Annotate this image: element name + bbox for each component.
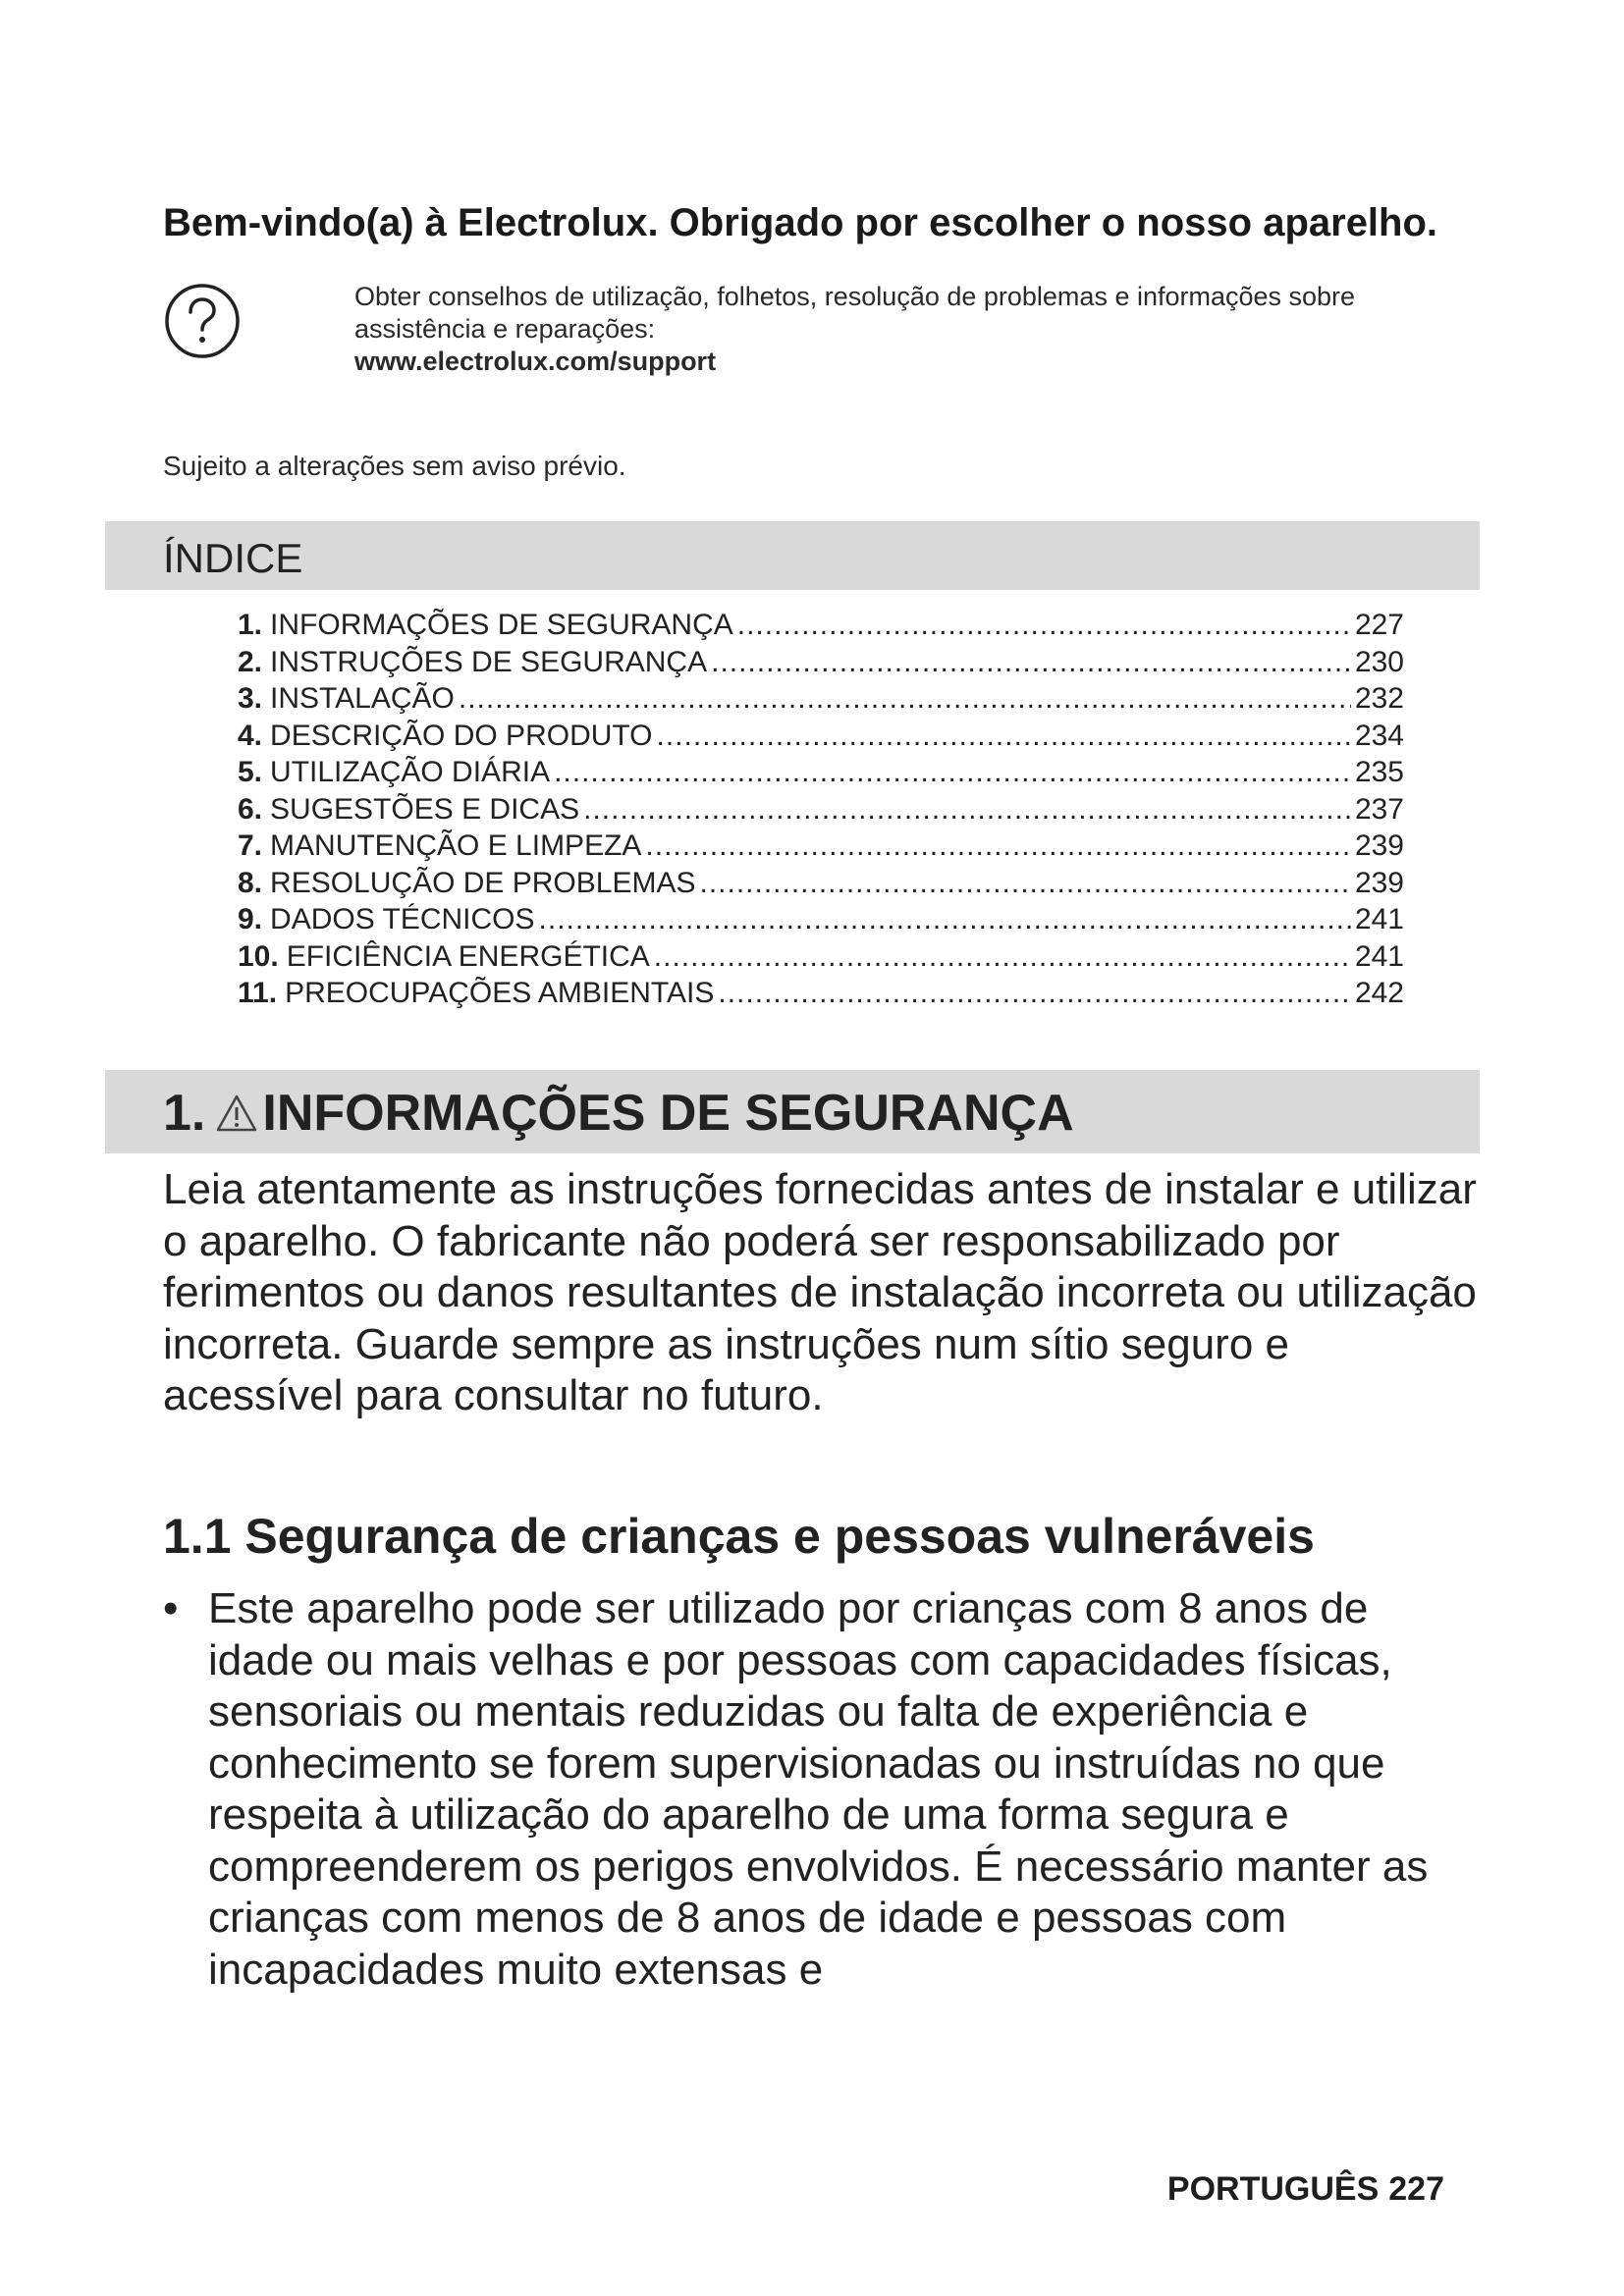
question-circle-icon	[163, 282, 242, 360]
toc-item-page: 234	[1354, 719, 1404, 752]
toc-item-number: 10.	[238, 939, 279, 973]
toc-item-page: 241	[1354, 939, 1404, 973]
toc-item[interactable]	[238, 644, 1404, 681]
index-heading: ÍNDICE	[163, 535, 303, 581]
support-link[interactable]: www.electrolux.com/support	[354, 347, 717, 376]
section-heading	[163, 1084, 1074, 1143]
toc-item-title: INSTRUÇÕES DE SEGURANÇA	[270, 645, 708, 678]
toc-dot-leader	[737, 607, 1351, 644]
toc-item-page: 242	[1354, 977, 1404, 1009]
toc-item[interactable]	[238, 607, 1404, 644]
toc-item[interactable]	[238, 680, 1404, 718]
toc-item[interactable]	[238, 828, 1404, 865]
toc-item-page: 239	[1354, 829, 1404, 862]
toc-dot-leader	[654, 938, 1351, 976]
toc-item-page: 230	[1354, 645, 1404, 678]
toc-item[interactable]	[238, 865, 1404, 902]
toc-item-title: INSTALAÇÃO	[270, 682, 455, 715]
toc-dot-leader	[657, 718, 1351, 755]
welcome-heading: Bem-vindo(a) à Electrolux. Obrigado por escolher o nosso aparelho.	[163, 201, 1438, 244]
toc-item-title: PREOCUPAÇÕES AMBIENTAIS	[285, 977, 715, 1009]
toc-dot-leader	[583, 791, 1351, 828]
toc-item[interactable]	[238, 791, 1404, 828]
toc-item-page: 241	[1354, 903, 1404, 935]
toc-item-title: DESCRIÇÃO DO PRODUTO	[270, 719, 653, 752]
toc-dot-leader	[711, 644, 1351, 681]
toc-item-page: 237	[1354, 792, 1404, 826]
bullet-text: Este aparelho pode ser utilizado por crianças com 8 anos de idade ou mais velhas e por pessoas com capacidades físicas, sensoriais ou mentais reduzidas ou falta de experiência e conhecimento se forem supervisionadas ou instruídas no que respeita à utilização do aparelho de uma forma segura e compreenderem os perigos envolvidos. É necessário manter as crianças com menos de 8 anos de idade e pessoas com incapacidades muito extensas e	[208, 1584, 1429, 1994]
list-item	[163, 1583, 1469, 1996]
support-info	[354, 281, 1484, 378]
warning-triangle-icon	[215, 1094, 258, 1133]
bullet-mark: •	[163, 1584, 179, 1632]
toc-item-title: DADOS TÉCNICOS	[270, 903, 535, 935]
toc-dot-leader	[718, 975, 1351, 1012]
toc-item-number: 1.	[238, 609, 263, 641]
toc-item-number: 5.	[238, 756, 263, 788]
toc-item-number: 6.	[238, 792, 263, 826]
toc-item-page: 232	[1354, 682, 1404, 715]
toc-item-title: RESOLUÇÃO DE PROBLEMAS	[270, 866, 696, 899]
footer-page-number: 227	[1388, 2170, 1444, 2208]
toc-item[interactable]	[238, 901, 1404, 938]
toc-item-title: UTILIZAÇÃO DIÁRIA	[270, 756, 551, 788]
toc-item-number: 2.	[238, 645, 263, 678]
toc-dot-leader	[645, 828, 1351, 865]
footer-language: PORTUGUÊS	[1166, 2170, 1380, 2208]
toc-dot-leader	[554, 754, 1351, 791]
toc-item-title: SUGESTÕES E DICAS	[270, 792, 580, 826]
table-of-contents	[238, 607, 1404, 1012]
toc-dot-leader	[539, 901, 1351, 938]
toc-item[interactable]	[238, 754, 1404, 791]
toc-item-title: EFICIÊNCIA ENERGÉTICA	[286, 939, 650, 973]
page-footer	[1167, 2170, 1444, 2209]
change-notice: Sujeito a alterações sem aviso prévio.	[163, 451, 626, 481]
toc-dot-leader	[699, 865, 1350, 902]
toc-item-number: 11.	[238, 977, 278, 1009]
toc-item-page: 227	[1354, 609, 1404, 641]
toc-item-number: 3.	[238, 682, 263, 715]
toc-item-number: 4.	[238, 719, 263, 752]
toc-item-title: INFORMAÇÕES DE SEGURANÇA	[270, 609, 733, 641]
index-band	[105, 521, 1480, 590]
section-number: 1.	[163, 1085, 206, 1142]
toc-item[interactable]	[238, 938, 1404, 976]
toc-item-number: 7.	[238, 829, 263, 862]
support-text: Obter conselhos de utilização, folhetos, resolução de problemas e informações sobre assistência e reparações:	[354, 282, 1356, 344]
toc-item-title: MANUTENÇÃO E LIMPEZA	[270, 829, 642, 862]
toc-item-page: 239	[1354, 866, 1404, 899]
toc-item[interactable]	[238, 975, 1404, 1012]
subsection-heading: 1.1 Segurança de crianças e pessoas vulneráveis	[163, 1509, 1315, 1564]
toc-item-number: 8.	[238, 866, 263, 899]
toc-item-page: 235	[1354, 756, 1404, 788]
section-title: INFORMAÇÕES DE SEGURANÇA	[262, 1085, 1074, 1142]
toc-item-number: 9.	[238, 903, 263, 935]
toc-item[interactable]	[238, 718, 1404, 755]
intro-paragraph: Leia atentamente as instruções fornecidas antes de instalar e utilizar o aparelho. O fabricante não poderá ser responsabilizado por ferimentos ou danos resultantes de instalação incorreta ou utilização incorreta. Guarde sempre as instruções num sítio seguro e acessível para consultar no futuro.	[163, 1165, 1477, 1419]
toc-dot-leader	[459, 680, 1351, 718]
